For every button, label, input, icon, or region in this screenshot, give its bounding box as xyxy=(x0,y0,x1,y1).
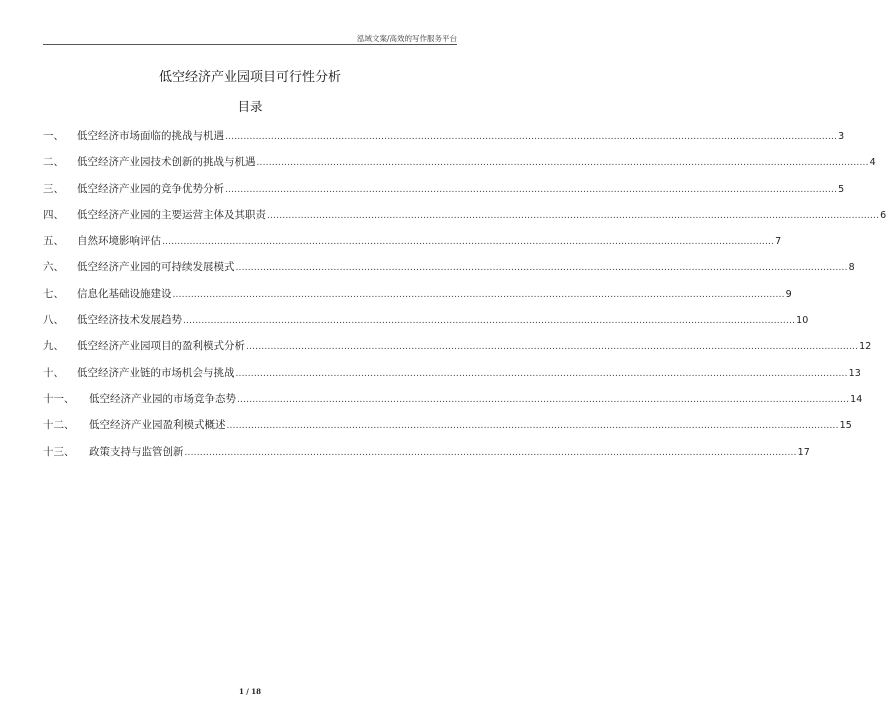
toc-entry-page: 4 xyxy=(869,157,876,169)
toc-entry[interactable] xyxy=(43,128,845,154)
toc-entry-page: 6 xyxy=(880,209,886,221)
toc-entry-title: 低空经济产业园的市场竞争态势 xyxy=(89,392,236,405)
toc-entry-number: 九、 xyxy=(43,340,64,353)
toc-entry[interactable] xyxy=(43,338,872,364)
table-of-contents xyxy=(43,128,886,470)
toc-entry-page: 12 xyxy=(859,341,872,353)
toc-entry-title: 低空经济产业园的主要运营主体及其职责 xyxy=(77,208,266,221)
toc-dot-leader: ........................................................................................................................................................................................................ xyxy=(162,237,775,248)
toc-entry[interactable] xyxy=(43,207,886,233)
toc-entry-page: 9 xyxy=(785,288,792,300)
toc-entry-page: 15 xyxy=(839,420,852,432)
toc-entry[interactable] xyxy=(43,312,809,338)
toc-entry-title: 低空经济产业链的市场机会与挑战 xyxy=(77,366,235,379)
toc-entry-number: 五、 xyxy=(43,235,64,248)
toc-dot-leader: ........................................................................................................................................................................................................ xyxy=(256,158,869,169)
toc-entry-number: 三、 xyxy=(43,182,64,195)
toc-entry-page: 3 xyxy=(838,131,845,142)
toc-dot-leader: ........................................................................................................................................................................................................ xyxy=(183,316,796,327)
toc-entry-number: 一、 xyxy=(43,130,64,142)
toc-entry[interactable] xyxy=(43,259,855,285)
toc-entry-number: 十三、 xyxy=(43,445,75,458)
toc-entry-number: 二、 xyxy=(43,156,64,169)
toc-entry-title: 低空经济技术发展趋势 xyxy=(77,314,182,327)
toc-entry-number: 四、 xyxy=(43,208,64,221)
toc-entry-title: 信息化基础设施建设 xyxy=(77,287,172,300)
toc-entry-title: 自然环境影响评估 xyxy=(77,235,161,248)
toc-entry-page: 7 xyxy=(775,236,782,248)
toc-entry-page: 10 xyxy=(796,315,809,327)
toc-entry-title: 低空经济产业园盈利模式概述 xyxy=(89,419,226,432)
toc-dot-leader: ........................................................................................................................................................................................................ xyxy=(235,263,848,274)
toc-dot-leader: ........................................................................................................................................................................................................ xyxy=(237,394,850,405)
toc-entry-page: 5 xyxy=(838,183,845,195)
toc-entry-title: 政策支持与监管创新 xyxy=(89,445,184,458)
toc-entry-title: 低空经济产业园项目的盈利模式分析 xyxy=(77,340,245,353)
toc-dot-leader: ........................................................................................................................................................................................................ xyxy=(225,184,838,195)
document-title: 低空经济产业园项目可行性分析 xyxy=(158,70,341,85)
toc-entry[interactable] xyxy=(43,391,863,417)
toc-dot-leader: ........................................................................................................................................................................................................ xyxy=(235,368,848,379)
toc-dot-leader: ........................................................................................................................................................................................................ xyxy=(184,447,797,458)
toc-entry-page: 14 xyxy=(850,393,863,405)
toc-entry-title: 低空经济市场面临的挑战与机遇 xyxy=(77,130,224,142)
toc-dot-leader: ........................................................................................................................................................................................................ xyxy=(226,421,839,432)
toc-entry-number: 八、 xyxy=(43,314,64,327)
toc-heading: 目录 xyxy=(237,99,263,114)
toc-dot-leader: ........................................................................................................................................................................................................ xyxy=(246,342,859,353)
header-divider xyxy=(43,44,457,45)
toc-dot-leader: ........................................................................................................................................................................................................ xyxy=(267,210,880,221)
toc-entry[interactable] xyxy=(43,154,876,180)
toc-entry[interactable] xyxy=(43,365,861,391)
toc-entry-number: 十、 xyxy=(43,366,64,379)
header-brand-text: 泓域文案/高效的写作服务平台 xyxy=(356,34,457,43)
toc-entry-title: 低空经济产业园技术创新的挑战与机遇 xyxy=(77,156,256,169)
toc-entry-number: 十二、 xyxy=(43,419,75,432)
toc-entry-number: 十一、 xyxy=(43,392,75,405)
toc-entry-title: 低空经济产业园的竞争优势分析 xyxy=(77,182,224,195)
toc-entry[interactable] xyxy=(43,417,852,443)
toc-dot-leader: ........................................................................................................................................................................................................ xyxy=(172,289,785,300)
toc-entry[interactable] xyxy=(43,444,810,470)
toc-entry-page: 8 xyxy=(848,262,855,274)
toc-entry-title: 低空经济产业园的可持续发展模式 xyxy=(77,261,235,274)
toc-entry-page: 17 xyxy=(797,446,810,458)
page-number: 1 / 18 xyxy=(238,687,262,696)
toc-dot-leader: ........................................................................................................................................................................................................ xyxy=(225,132,838,142)
toc-entry[interactable] xyxy=(43,233,782,259)
toc-entry[interactable] xyxy=(43,286,792,312)
toc-entry[interactable] xyxy=(43,181,845,207)
toc-entry-number: 六、 xyxy=(43,261,64,274)
toc-entry-page: 13 xyxy=(848,367,861,379)
toc-entry-number: 七、 xyxy=(43,287,64,300)
